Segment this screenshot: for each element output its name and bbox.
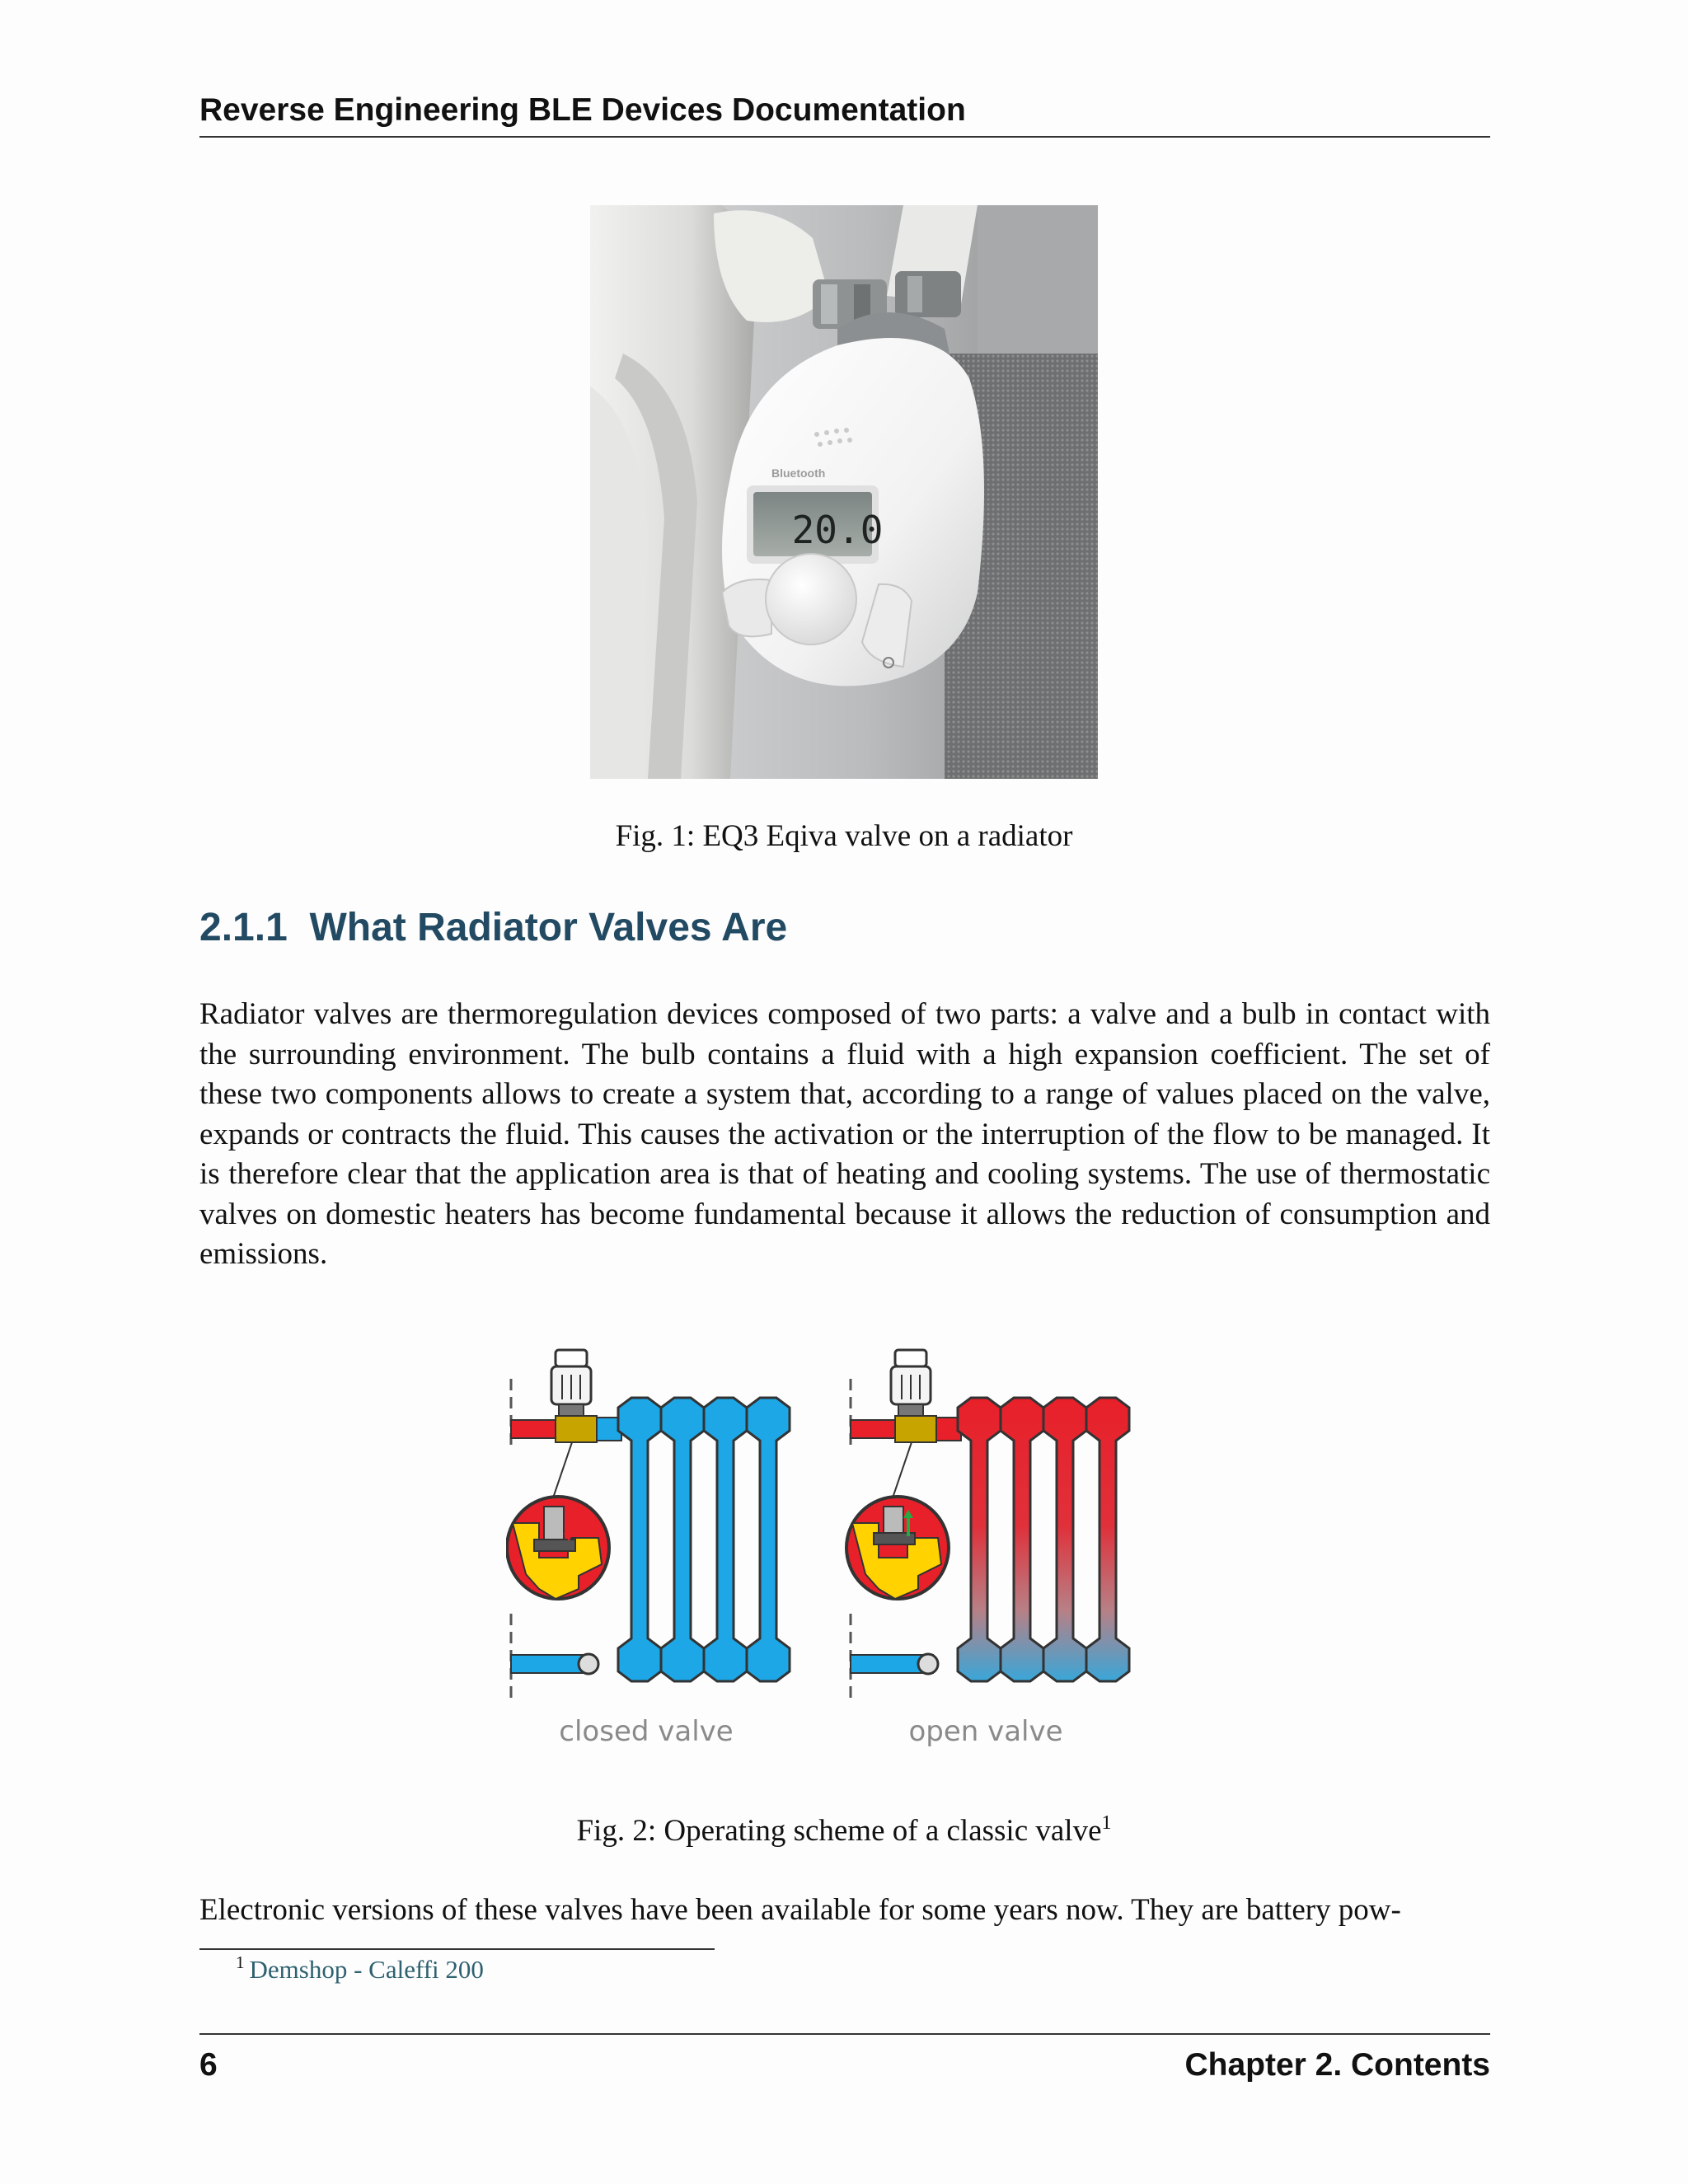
valve-photo-illustration: [590, 205, 1098, 779]
body-paragraph-1: Radiator valves are thermoregulation devices composed of two parts: a valve and a bulb in contact with the surrounding environment. The bulb contains a fluid with a high expansion coefficient. The set of these two components allows to create a system that, according to a range of values placed on the valve, expands or contracts the fluid. This causes the activation or the interruption of the flow to be managed. It is therefore clear that the application area is that of heating and cooling systems. The use of thermostatic valves on domestic heaters has become fundamental because it allows the reduction of consumption and emissions.: [199, 997, 1490, 1271]
page-number: 6: [199, 2047, 218, 2083]
section-number: 2.1.1: [199, 906, 288, 949]
closed-valve-diagram: [507, 1350, 790, 1748]
valve-scheme-illustration: [506, 1342, 1141, 1759]
running-header: Reverse Engineering BLE Devices Documentation: [199, 92, 966, 128]
header-rule: [199, 136, 1490, 138]
device-knob: [766, 554, 856, 644]
figure-1-photo: [590, 205, 1098, 779]
bluetooth-label: Bluetooth: [771, 466, 826, 480]
footnote-link[interactable]: Demshop - Caleffi 200: [249, 1955, 484, 1984]
figure-2-caption-text: Fig. 2: Operating scheme of a classic valve: [576, 1814, 1102, 1848]
body-paragraph-2: Electronic versions of these valves have been available for some years now. They are battery pow-: [199, 1893, 1401, 1927]
chapter-title: Chapter 2. Contents: [1184, 2047, 1490, 2083]
open-valve-label: open valve: [908, 1715, 1063, 1748]
section-heading: [199, 905, 787, 950]
footnote-rule: [199, 1948, 715, 1950]
section-title: What Radiator Valves Are: [309, 906, 788, 949]
open-valve-diagram: [846, 1350, 1129, 1748]
footnote: [236, 1952, 484, 1985]
lcd-temperature: 20.0: [791, 508, 884, 552]
footnote-number: 1: [236, 1952, 245, 1972]
figure-1-caption: Fig. 1: EQ3 Eqiva valve on a radiator: [615, 819, 1073, 853]
footnote-ref[interactable]: 1: [1101, 1812, 1112, 1834]
footer-rule: [199, 2033, 1490, 2035]
closed-valve-label: closed valve: [559, 1715, 734, 1748]
figure-2-diagram: [506, 1342, 1141, 1759]
figure-2-caption: [0, 1813, 1688, 1849]
